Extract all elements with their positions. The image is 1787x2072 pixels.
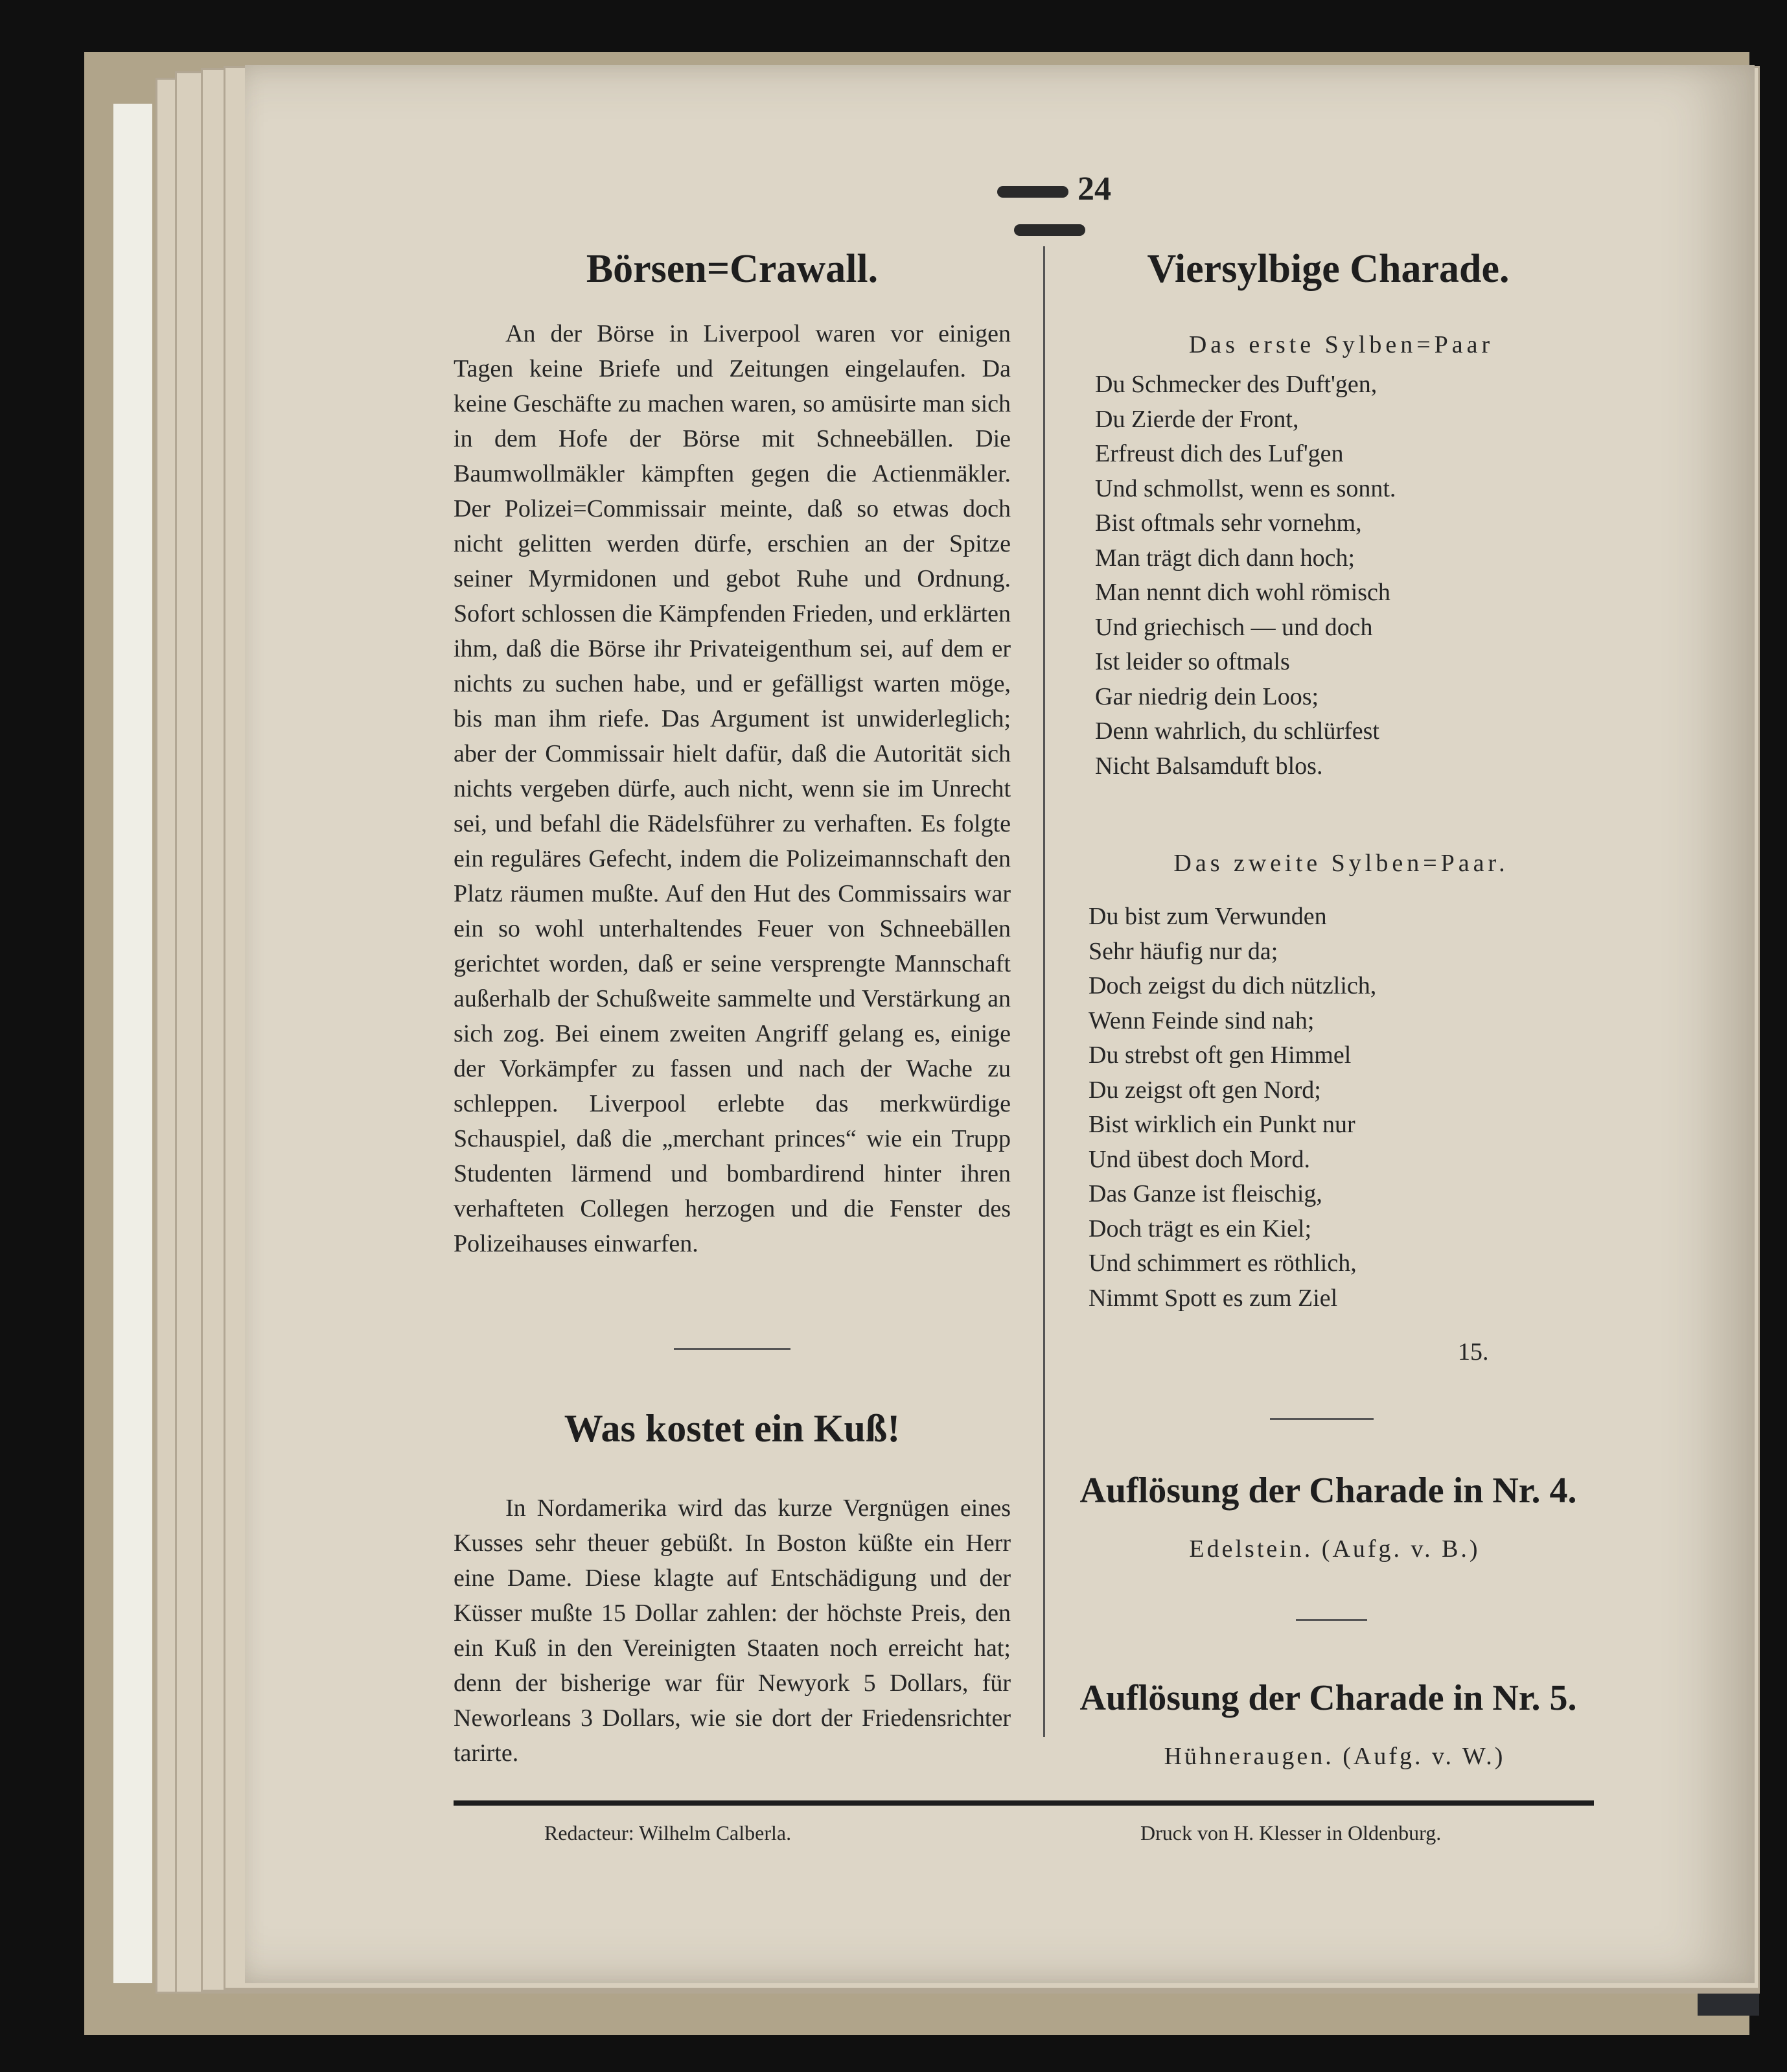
charade-part2-verse <box>1089 900 1376 1316</box>
verse-line: Bist wirklich ein Punkt nur <box>1089 1111 1355 1138</box>
verse-line: Bist oftmals sehr vornehm, <box>1095 509 1362 537</box>
article-body-kuss <box>454 1491 1011 1771</box>
article-title-kuss: Was kostet ein Kuß! <box>564 1407 901 1450</box>
verse-line: Du strebst oft gen Himmel <box>1089 1042 1352 1069</box>
charade-part1-verse <box>1095 367 1396 784</box>
solution-5-answer: Hühneraugen. (Aufg. v. W.) <box>1164 1743 1506 1770</box>
ornament-left-icon <box>997 186 1068 198</box>
verse-line: Doch trägt es ein Kiel; <box>1089 1215 1312 1242</box>
section-divider <box>1270 1418 1374 1420</box>
verse-line: Sehr häufig nur da; <box>1089 937 1278 965</box>
verse-line: Erfreust dich des Luf'gen <box>1095 440 1344 467</box>
verse-line: Man nennt dich wohl römisch <box>1095 579 1390 606</box>
verse-line: Und griechisch — und doch <box>1095 613 1373 641</box>
verse-line: Wenn Feinde sind nah; <box>1089 1007 1315 1034</box>
verse-line: Du Schmecker des Duft'gen, <box>1095 371 1378 398</box>
ornament-right-icon <box>1014 224 1085 236</box>
column-divider <box>1043 246 1045 1737</box>
solution-4-answer: Edelstein. (Aufg. v. B.) <box>1189 1535 1481 1563</box>
article-body-boersen-crawall <box>454 316 1011 1261</box>
page-number-text: 24 <box>1078 170 1111 207</box>
verse-line: Und schmollst, wenn es sonnt. <box>1095 474 1396 502</box>
footer-printer: Druck von H. Klesser in Oldenburg. <box>1140 1821 1442 1845</box>
section-divider <box>1296 1619 1367 1621</box>
verse-line: Nicht Balsamduft blos. <box>1095 752 1323 780</box>
solution-4-title: Auflösung der Charade in Nr. 4. <box>1079 1471 1577 1511</box>
charade-part2-heading: Das zweite Sylben=Paar. <box>1173 850 1509 877</box>
verse-line: Doch zeigst du dich nützlich, <box>1089 972 1377 999</box>
verse-line: Denn wahrlich, du schlürfest <box>1095 717 1379 745</box>
verse-line: Das Ganze ist fleischig, <box>1089 1180 1322 1207</box>
verse-line: Und übest doch Mord. <box>1089 1145 1310 1173</box>
charade-number: 15. <box>1458 1338 1489 1366</box>
verse-line: Man trägt dich dann hoch; <box>1095 544 1355 572</box>
solution-5-title: Auflösung der Charade in Nr. 5. <box>1079 1678 1577 1718</box>
page-number <box>946 170 1153 246</box>
verse-line: Nimmt Spott es zum Ziel <box>1089 1284 1338 1312</box>
footer-editor: Redacteur: Wilhelm Calberla. <box>544 1821 792 1845</box>
verse-line: Gar niedrig dein Loos; <box>1095 682 1319 710</box>
verse-line: Du bist zum Verwunden <box>1089 903 1327 930</box>
verse-line: Ist leider so oftmals <box>1095 648 1290 675</box>
verse-line: Du zeigst oft gen Nord; <box>1089 1076 1321 1104</box>
board-inner-strip <box>113 104 152 1983</box>
footer-rule <box>454 1800 1594 1806</box>
charade-title: Viersylbige Charade. <box>1147 247 1510 291</box>
article-paragraph: An der Börse in Liverpool waren vor einigen Tagen keine Briefe und Zeitungen eingelaufen. Da keine Geschäfte zu machen waren, so amüsirte man sich in dem Hofe der Börse mit Schneebällen. Die Baumwollmäkler kämpften gegen die Actienmäkler. Der Polizei=Commissair meinte, daß so etwas doch nicht gelitten werden dürfe, erschien an der Spitze seiner Myrmidonen und gebot Ruhe und Ordnung. Sofort schlossen die Kämpfenden Frieden, und erklärten ihm, daß die Börse ihr Privateigenthum sei, auf dem er nichts zu suchen habe, und er gefälligst warten möge, bis man ihm riefe. Das Argument ist unwiderleglich; aber der Commissair hielt dafür, daß die Autorität sich nichts vergeben dürfe, auch nicht, wenn sie im Unrecht sei, und befahl die Rädelsführer zu verhaften. Es folgte ein reguläres Gefecht, indem die Polizeimannschaft den Platz räumen mußte. Auf den Hut des Commissairs war ein so wohl unterhaltendes Feuer von Schneebällen gerichtet worden, daß er seine versprengte Mannschaft außerhalb der Schußweite sammelte und Verstärkung an sich zog. Bei einem zweiten Angriff gelang es, einige der Vorkämpfer zu fassen und nach der Wache zu schleppen. Liverpool erlebte das merkwürdige Schauspiel, daß die „merchant princes“ wie ein Trupp Studenten lärmend und bombardirend hinter ihren verhafteten Collegen herzogen und die Fenster des Polizeihauses einwarfen. <box>454 320 1011 1257</box>
verse-line: Du Zierde der Front, <box>1095 405 1299 433</box>
article-paragraph: In Nordamerika wird das kurze Vergnügen eines Kusses sehr theuer gebüßt. In Boston küßte ein Herr eine Dame. Diese klagte auf Entschädigung und der Küsser mußte 15 Dollar zahlen: der höchste Preis, den ein Kuß in den Vereinigten Staaten noch erreicht hat; denn der bisherige war für Newyork 5 Dollars, für Neworleans 3 Dollars, wie sie dort der Friedensrichter tarirte. <box>454 1495 1011 1767</box>
section-divider <box>674 1348 790 1350</box>
article-title-boersen-crawall: Börsen=Crawall. <box>586 247 879 291</box>
verse-line: Und schimmert es röthlich, <box>1089 1250 1357 1277</box>
charade-part1-heading: Das erste Sylben=Paar <box>1188 331 1494 358</box>
